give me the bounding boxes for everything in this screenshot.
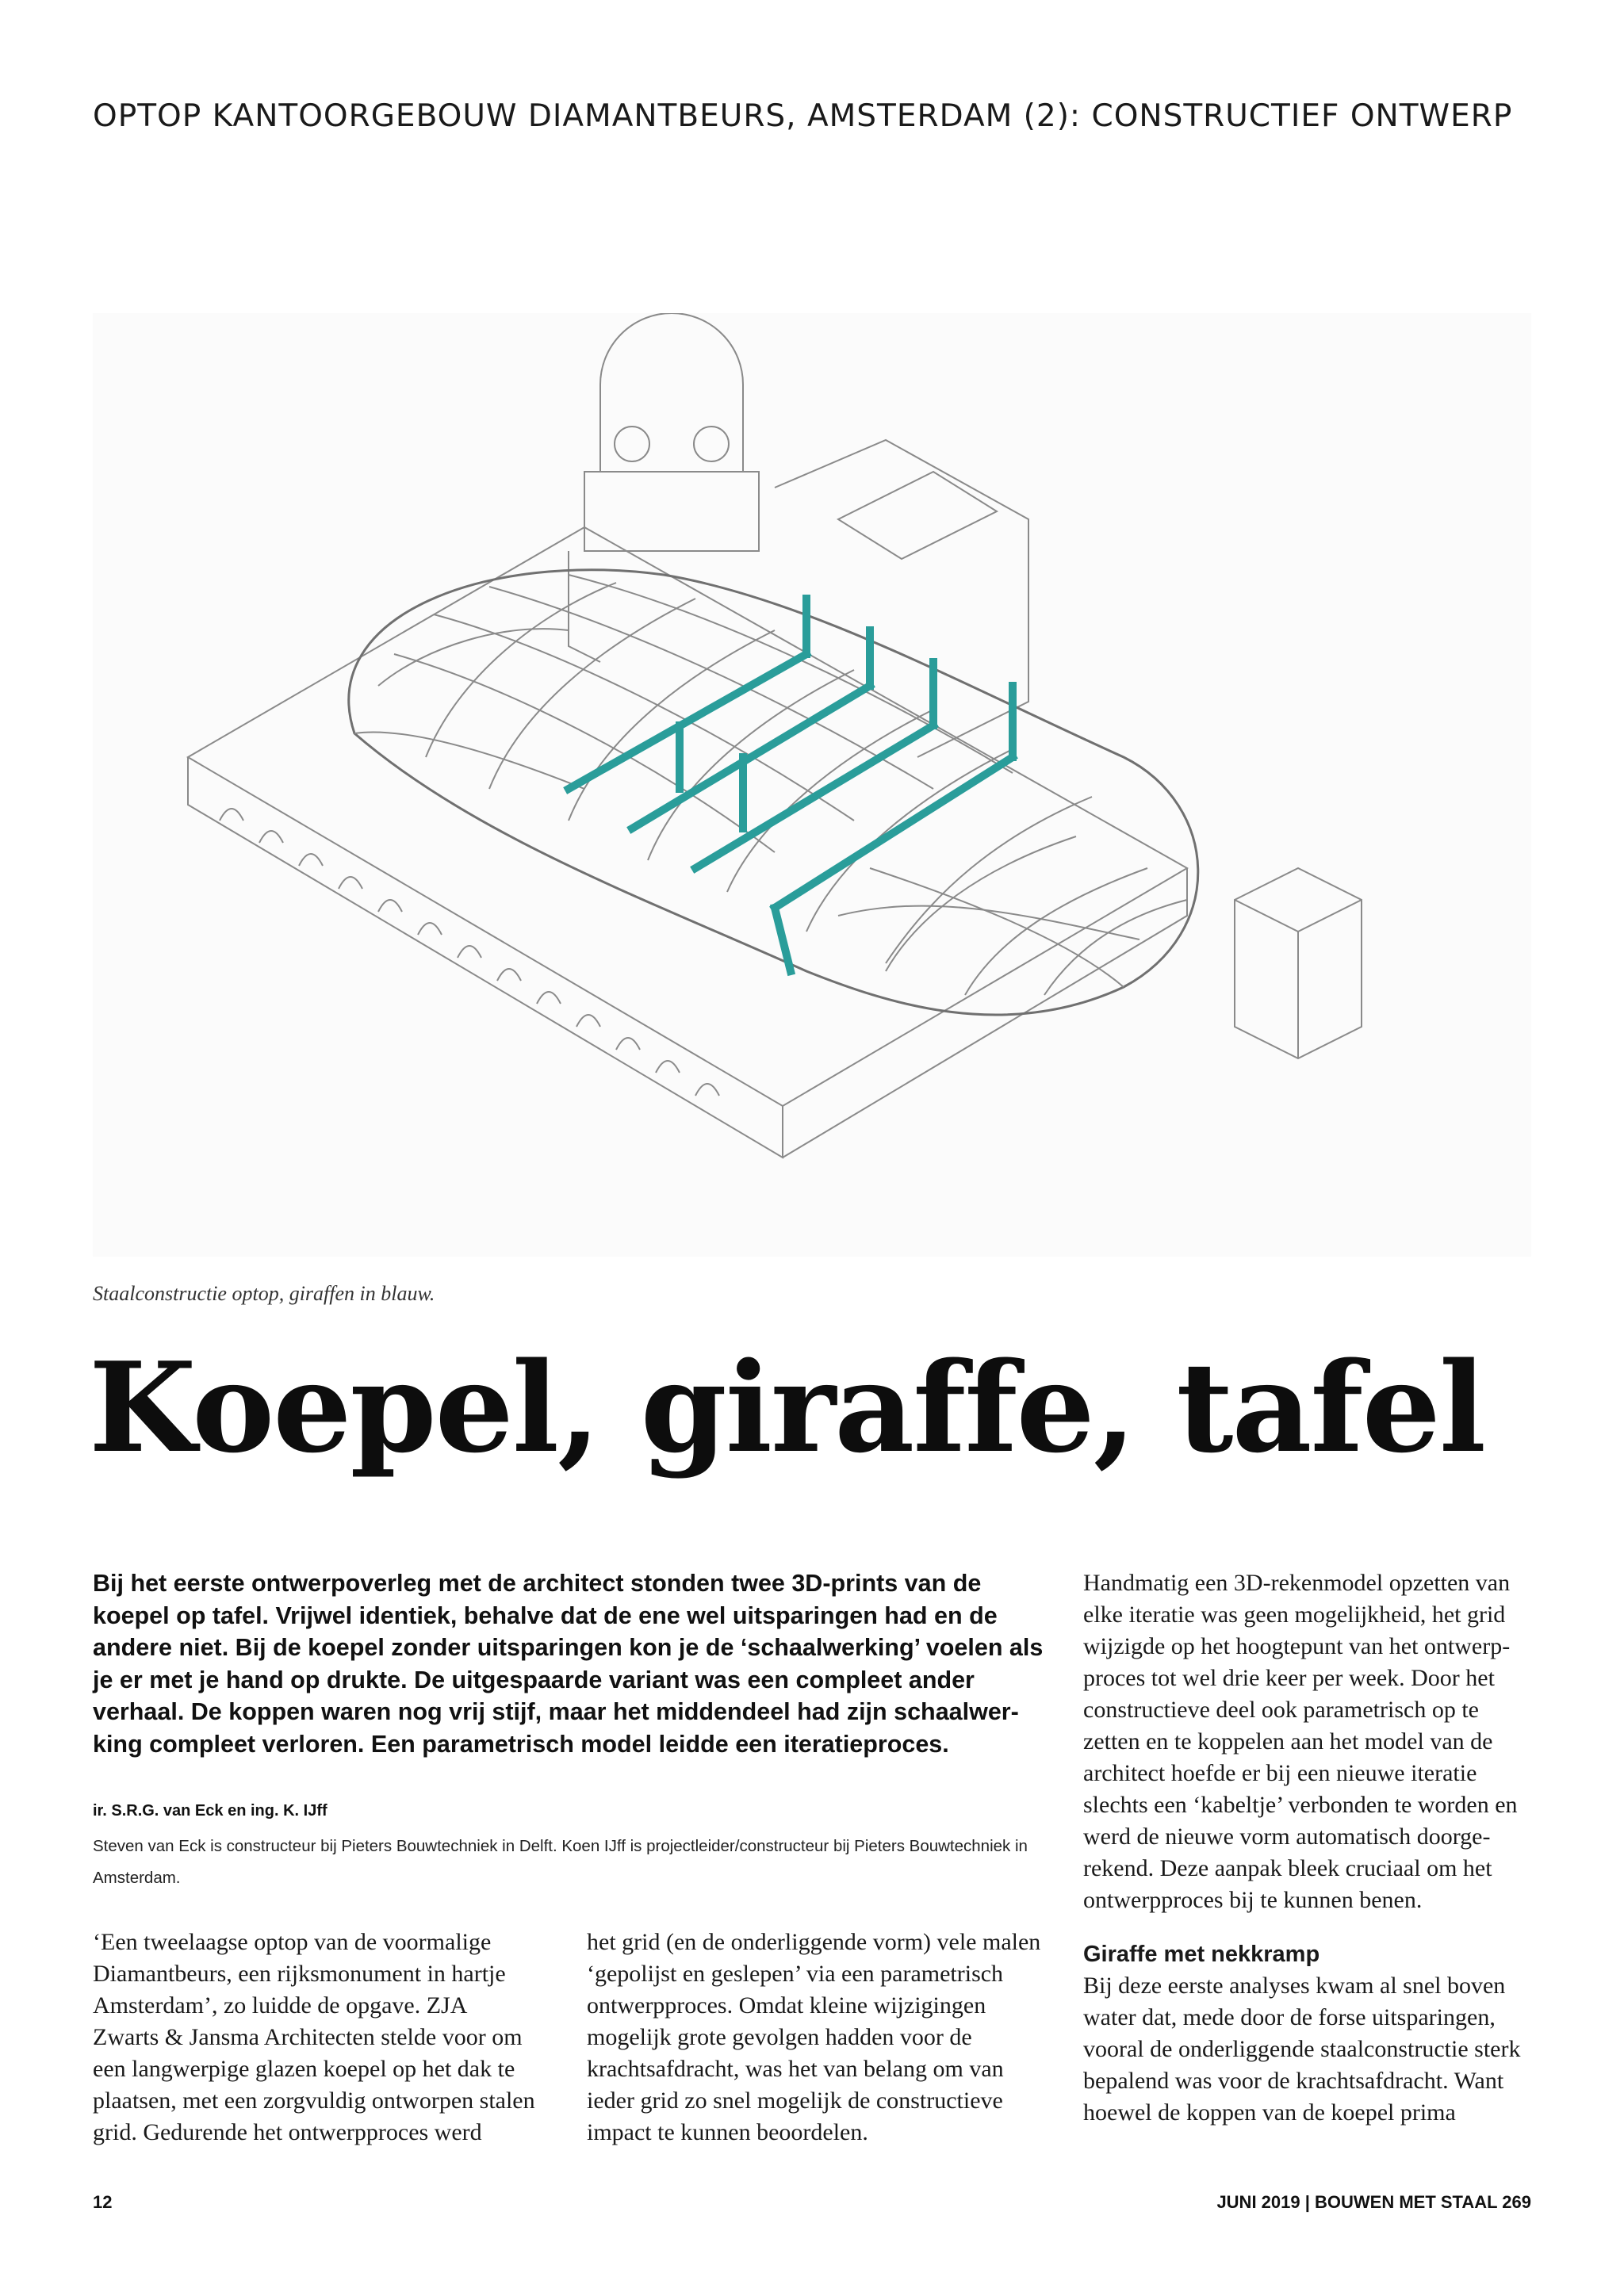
article-authors: ir. S.R.G. van Eck en ing. K. IJff (93, 1802, 327, 1820)
author-bio: Steven van Eck is constructeur bij Pieters Bouwtechniek in Delft. Koen IJff is projectleider/constructeur bij Pieters Bouwtechniek in Amsterdam. (93, 1837, 1028, 1887)
article-lead: Bij het eerste ontwerpoverleg met de architect stonden twee 3D-prints van de koepel op tafel. Vrijwel identiek, behalve dat de ene wel uitsparingen had en de andere niet. Bij de koepel zonder uitsparingen kon je de ‘schaalwerking’ voelen als je er met je hand op drukte. De uitgespaarde variant was een compleet ander verhaal. De koppen waren nog vrij stijf, maar het middendeel had zijn schaalwerking compleet verloren. Een parametrisch model leidde een iteratieproces. (93, 1570, 1044, 1758)
body-column-3 (1083, 1567, 1535, 2129)
body-column-1 (93, 1927, 537, 2149)
page-number: 12 (93, 2192, 113, 2212)
body-paragraph: Handmatig een 3D-rekenmodel opzetten van elke iteratie was geen mogelijkheid, het grid wijzigde op het hoogtepunt van het ontwerpproces tot wel drie keer per week. Door het constructieve deel ook parametrisch op te zetten en te koppelen aan het model van de architect hoefde er bij een nieuwe iteratie slechts een ‘kabeltje’ verbonden te worden en werd de nieuwe vorm automatisch doorgerekend. Deze aanpak bleek cruciaal om het ontwerpproces bij te kunnen benen. (1083, 1570, 1518, 1913)
body-paragraph: Bij deze eerste analyses kwam al snel boven water dat, mede door de forse uitsparingen, vooral de onderliggende staalconstructie sterk bepalend was voor de krachtsafdracht. Want hoewel de koppen van de koepel prima (1083, 1973, 1521, 2126)
running-header: OPTOP KANTOORGEBOUW DIAMANTBEURS, AMSTERDAM (2): CONSTRUCTIEF ONTWERP (93, 98, 1513, 134)
building-outline (188, 313, 1362, 1158)
figure-caption: Staalconstructie optop, giraffen in blauw. (93, 1282, 435, 1305)
body-column-2 (587, 1927, 1047, 2149)
body-paragraph: het grid (en de onderliggende vorm) vele malen ‘gepolijst en geslepen’ via een parametrisch ontwerpproces. Omdat kleine wijzigingen mogelijk grote gevolgen hadden voor de krachtsafdracht, was het van belang om van ieder grid zo snel mogelijk de constructieve impact te kunnen beoordelen. (587, 1929, 1041, 2145)
body-paragraph: ‘Een tweelaagse optop van de voormalige Diamantbeurs, een rijksmonument in hartje Amsterdam’, zo luidde de opgave. ZJA Zwarts & Jansma Architecten stelde voor om een langwerpige glazen koepel op het dak te plaatsen, met een zorgvuldig ontworpen stalen grid. Gedurende het ontwerpproces werd (93, 1929, 535, 2145)
issue-label: JUNI 2019 | BOUWEN MET STAAL 269 (1216, 2192, 1531, 2212)
steel-structure-drawing (93, 313, 1531, 1257)
article-title: Koepel, giraffe, tafel (89, 1335, 1485, 1480)
giraffe-beams (569, 599, 1013, 971)
isometric-drawing (93, 313, 1531, 1257)
section-subheading: Giraffe met nekkramp (1083, 1942, 1320, 1967)
